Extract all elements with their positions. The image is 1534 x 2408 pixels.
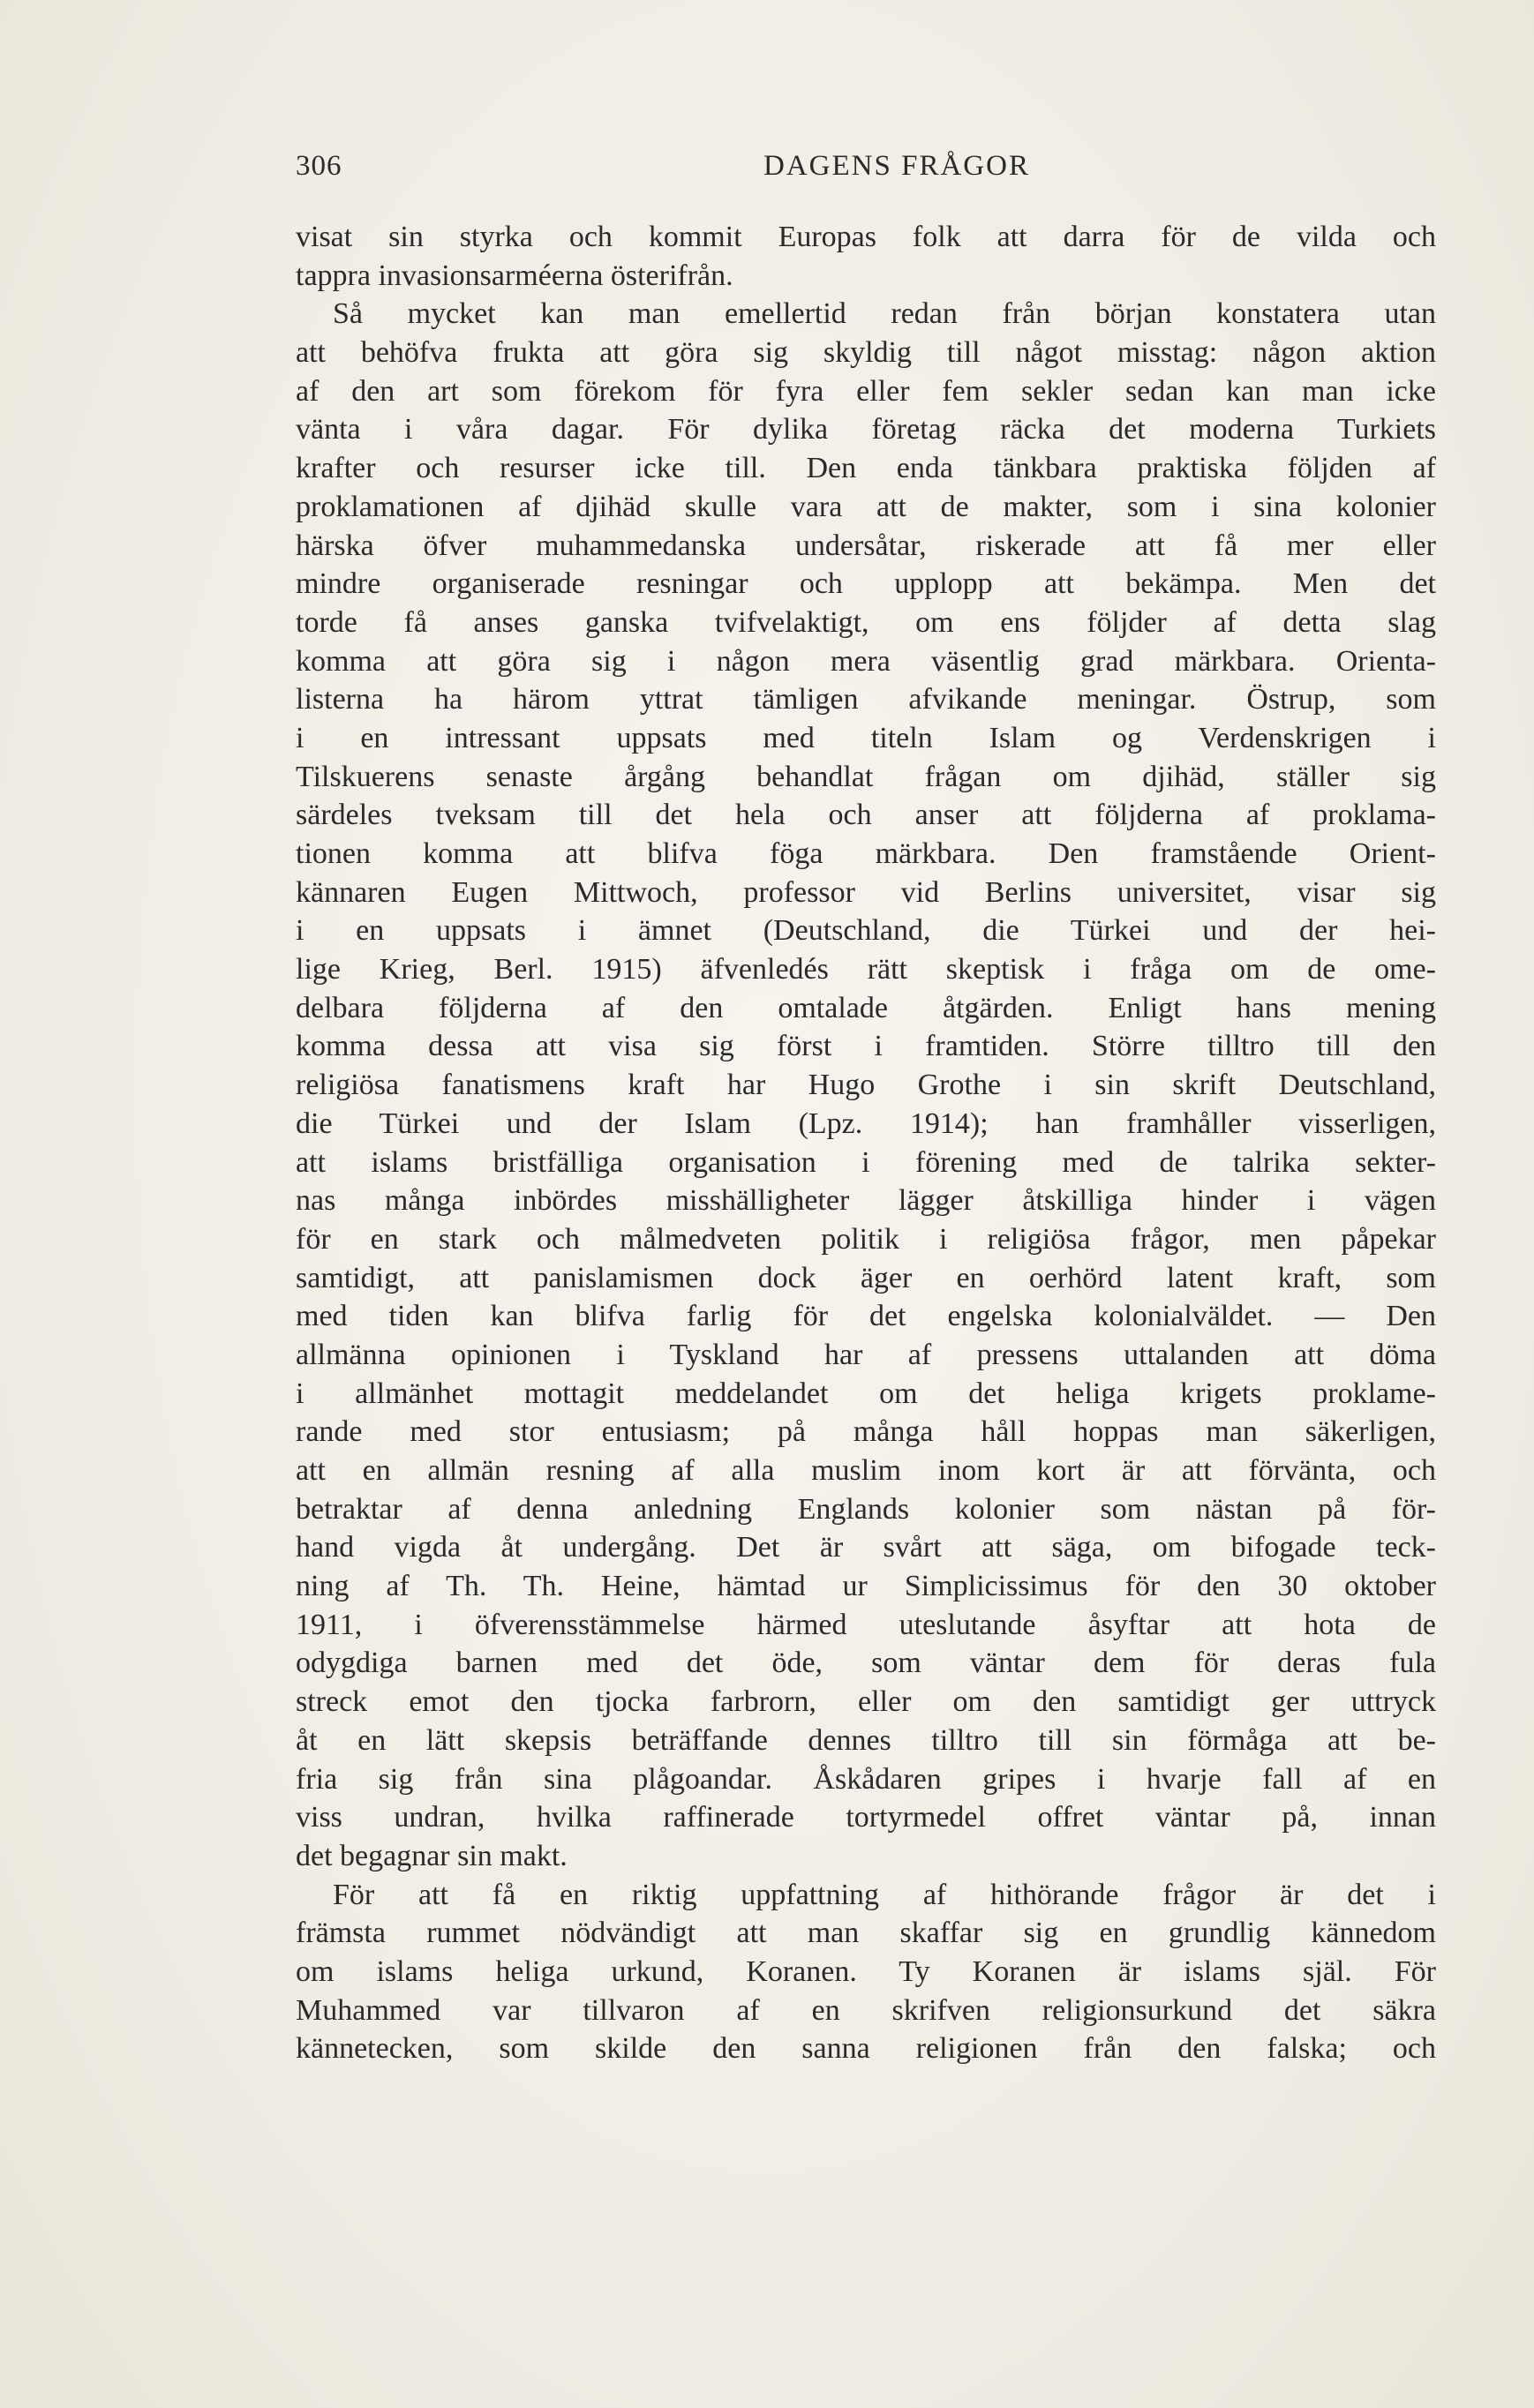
text-line: delbara följderna af den omtalade åtgärden. Enligt hans mening [296,991,1436,1024]
text-line: torde få anses ganska tvifvelaktigt, om ens följder af detta slag [296,605,1436,639]
text-line: att en allmän resning af alla muslim inom kort är att förvänta, och [296,1454,1436,1487]
text-line: streck emot den tjocka farbrorn, eller om den samtidigt ger uttryck [296,1685,1436,1719]
text-line: odygdiga barnen med det öde, som väntar dem för deras fula [296,1647,1436,1680]
text-line: tionen komma att blifva föga märkbara. Den framstående Orient- [296,837,1436,870]
text-line: die Türkei und der Islam (Lpz. 1914); han framhåller visserligen, [296,1106,1436,1140]
page-number: 306 [296,150,342,182]
text-line: komma att göra sig i någon mera väsentlig grad märkbara. Orienta- [296,644,1436,678]
text-line: med tiden kan blifva farlig för det engelska kolonialväldet. — Den [296,1300,1436,1333]
text-line: kännetecken, som skilde den sanna religionen från den falska; och [296,2032,1436,2066]
text-line: härska öfver muhammedanska undersåtar, riskerade att få mer eller [296,529,1436,562]
body-text [296,218,1436,2068]
text-line: åt en lätt skepsis beträffande dennes tilltro till sin förmåga att be- [296,1723,1436,1757]
text-line: Så mycket kan man emellertid redan från början konstatera utan [333,297,1436,331]
text-line: hand vigda åt undergång. Det är svårt att säga, om bifogade teck- [296,1531,1436,1564]
text-line: 1911, i öfverensstämmelse härmed uteslutande åsyftar att hota de [296,1608,1436,1641]
text-line: visat sin styrka och kommit Europas folk att darra för de vilda och [296,221,1436,253]
text-line: det begagnar sin makt. [296,1839,568,1872]
text-line: Tilskuerens senaste årgång behandlat frågan om djihäd, ställer sig [296,760,1436,793]
text-line: komma dessa att visa sig först i framtiden. Större tilltro till den [296,1030,1436,1063]
text-line: för en stark och målmedveten politik i religiösa frågor, men påpekar [296,1222,1436,1256]
text-line: kännaren Eugen Mittwoch, professor vid Berlins universitet, visar sig [296,875,1436,909]
text-line: af den art som förekom för fyra eller fem sekler sedan kan man icke [296,374,1436,408]
text-line: För att få en riktig uppfattning af hithörande frågor är det i [333,1878,1436,1911]
text-line: religiösa fanatismens kraft har Hugo Grothe i sin skrift Deutschland, [296,1069,1436,1102]
page-header [296,150,1436,194]
text-line: rande med stor entusiasm; på många håll hoppas man säkerligen, [296,1415,1436,1449]
text-line: främsta rummet nödvändigt att man skaffar sig en grundlig kännedom [296,1917,1436,1950]
text-line: nas många inbördes misshälligheter lägger åtskilliga hinder i vägen [296,1184,1436,1218]
text-line: ning af Th. Th. Heine, hämtad ur Simplicissimus för den 30 oktober [296,1570,1436,1603]
text-line: krafter och resurser icke till. Den enda tänkbara praktiska följden af [296,452,1436,485]
text-line: särdeles tveksam till det hela och anser att följderna af proklama- [296,799,1436,832]
text-line: att islams bristfälliga organisation i förening med de talrika sekter- [296,1145,1436,1179]
text-line: tappra invasionsarméerna österifrån. [296,259,733,292]
text-line: proklamationen af djihäd skulle vara att de makter, som i sina kolonier [296,490,1436,523]
text-line: Muhammed var tillvaron af en skrifven religionsurkund det säkra [296,1993,1436,2027]
text-line: att behöfva frukta att göra sig skyldig till något misstag: någon aktion [296,336,1436,370]
text-line: mindre organiserade resningar och upplopp att bekämpa. Men det [296,567,1436,601]
text-line: viss undran, hvilka raffinerade tortyrmedel offret väntar på, innan [296,1801,1436,1834]
text-line: i en uppsats i ämnet (Deutschland, die Türkei und der hei- [296,914,1436,948]
running-head: DAGENS FRÅGOR [763,150,1030,182]
text-line: om islams heliga urkund, Koranen. Ty Koranen är islams själ. För [296,1954,1436,1988]
text-line: i allmänhet mottagit meddelandet om det heliga krigets proklame- [296,1377,1436,1410]
text-line: fria sig från sina plågoandar. Åskådaren gripes i hvarje fall af en [296,1762,1436,1796]
text-line: lige Krieg, Berl. 1915) äfvenledés rätt skeptisk i fråga om de ome- [296,953,1436,986]
text-line: betraktar af denna anledning Englands kolonier som nästan på för- [296,1492,1436,1526]
text-line: samtidigt, att panislamismen dock äger en oerhörd latent kraft, som [296,1261,1436,1294]
text-line: allmänna opinionen i Tyskland har af pressens uttalanden att döma [296,1338,1436,1371]
text-line: i en intressant uppsats med titeln Islam og Verdenskrigen i [296,721,1436,754]
text-line: vänta i våra dagar. För dylika företag räcka det moderna Turkiets [296,413,1436,446]
text-line: listerna ha härom yttrat tämligen afvikande meningar. Östrup, som [296,683,1436,716]
